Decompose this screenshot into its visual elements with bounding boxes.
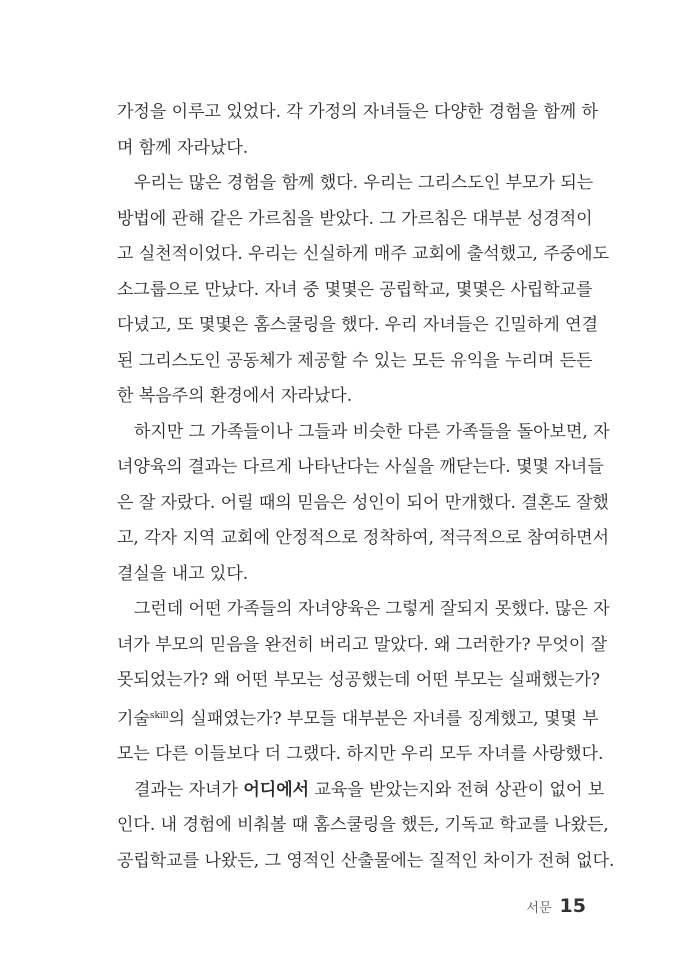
where-line-rest: 교육을 받았는지와 전혀 상관이 없어 보 bbox=[309, 779, 605, 800]
text-line: 가정을 이루고 있었다. 각 가정의 자녀들은 다양한 경험을 함께 하 bbox=[117, 102, 599, 122]
text-line: 고, 각자 지역 교회에 안정적으로 정착하여, 적극적으로 참여하면서 bbox=[117, 528, 610, 548]
body-text bbox=[117, 95, 615, 879]
paragraph-5 bbox=[117, 773, 615, 880]
text-line: 못되었는가? 왜 어떤 부모는 성공했는데 어떤 부모는 실패했는가? bbox=[117, 670, 601, 690]
text-line: 결실을 내고 있다. bbox=[117, 563, 249, 584]
page-footer bbox=[526, 895, 586, 917]
text-line: 공립학교를 나왔든, 그 영적인 산출물에는 질적인 차이가 전혀 없다. bbox=[117, 850, 615, 871]
skill-line-rest: 의 실패였는가? 부모들 대부분은 자녀를 징계했고, 몇몇 부 bbox=[168, 708, 599, 729]
text-line: 된 그리스도인 공동체가 제공할 수 있는 모든 유익을 누리며 든든 bbox=[117, 350, 593, 371]
text-line: 하지만 그 가족들이나 그들과 비슷한 다른 가족들을 돌아보면, 자 bbox=[134, 421, 610, 442]
where-emphasis: 어디에서 bbox=[243, 779, 310, 800]
text-line: 소그룹으로 만났다. 자녀 중 몇몇은 공립학교, 몇몇은 사립학교를 bbox=[117, 279, 593, 300]
text-line: 고 실천적이었다. 우리는 신실하게 매주 교회에 출석했고, 주중에도 bbox=[117, 244, 610, 264]
paragraph-1 bbox=[117, 95, 599, 166]
text-line-skill bbox=[117, 699, 599, 738]
text-line: 모는 다른 이들보다 더 그랬다. 하지만 우리 모두 자녀를 사랑했다. bbox=[117, 744, 604, 764]
text-line: 은 잘 자랐다. 어릴 때의 믿음은 성인이 되어 만개했다. 결혼도 잘했 bbox=[117, 492, 609, 513]
skill-superscript: skill bbox=[149, 710, 169, 721]
text-line: 우리는 많은 경험을 함께 했다. 우리는 그리스도인 부모가 되는 bbox=[134, 173, 594, 193]
text-line: 녀양육의 결과는 다르게 나타난다는 사실을 깨닫는다. 몇몇 자녀들 bbox=[117, 457, 604, 477]
paragraph-3 bbox=[117, 415, 610, 593]
text-line: 다녔고, 또 몇몇은 홈스쿨링을 했다. 우리 자녀들은 긴밀하게 연결 bbox=[117, 315, 599, 335]
text-line: 인다. 내 경험에 비춰볼 때 홈스쿨링을 했든, 기독교 학교를 나왔든, bbox=[117, 815, 609, 835]
where-prefix: 결과는 자녀가 bbox=[134, 779, 244, 800]
text-line: 그런데 어떤 가족들의 자녀양육은 그렇게 잘되지 못했다. 많은 자 bbox=[134, 599, 610, 619]
page-number: 15 bbox=[559, 895, 586, 917]
text-line: 방법에 관해 같은 가르침을 받았다. 그 가르침은 대부분 성경적이 bbox=[117, 208, 593, 229]
text-line-where bbox=[117, 773, 605, 809]
paragraph-4 bbox=[117, 592, 610, 773]
text-line: 녀가 부모의 믿음을 완전히 버리고 말았다. 왜 그러한가? 무엇이 잘 bbox=[117, 634, 608, 655]
text-line: 한 복음주의 환경에서 자라났다. bbox=[117, 386, 353, 406]
section-title: 서문 bbox=[526, 901, 552, 916]
paragraph-2 bbox=[117, 166, 610, 415]
text-line: 며 함께 자라났다. bbox=[117, 137, 249, 158]
skill-word: 기술 bbox=[117, 708, 150, 729]
